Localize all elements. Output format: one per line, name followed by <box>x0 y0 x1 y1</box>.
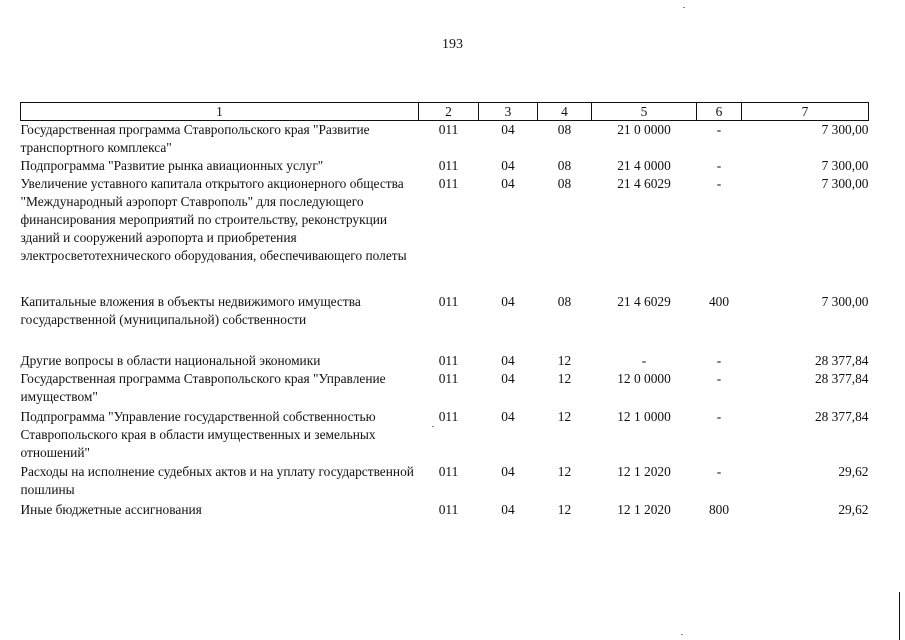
row-target-code: 12 1 0000 <box>617 409 671 424</box>
scan-speck <box>683 7 685 8</box>
row-amount: 7 300,00 <box>821 294 869 309</box>
table-row <box>21 121 869 158</box>
row-target-code: 21 4 6029 <box>617 176 671 191</box>
row-amount: 28 377,84 <box>814 409 869 424</box>
header-col-7: 7 <box>742 103 869 121</box>
header-col-5: 5 <box>592 103 697 121</box>
table-row <box>21 352 869 370</box>
table-row <box>21 370 869 408</box>
header-col-6: 6 <box>697 103 742 121</box>
row-expense-type: 400 <box>708 294 730 309</box>
row-ministry-code: 011 <box>438 353 459 368</box>
row-name: Подпрограмма "Развитие рынка авиационных услуг" <box>20 158 324 173</box>
table-row <box>21 293 869 352</box>
row-amount: 7 300,00 <box>821 176 869 191</box>
table-row <box>21 175 869 293</box>
header-col-3: 3 <box>479 103 538 121</box>
row-section-code: 04 <box>501 122 515 137</box>
row-amount: 29,62 <box>838 464 869 479</box>
row-expense-type: - <box>716 158 722 173</box>
row-target-code: 12 0 0000 <box>617 371 671 386</box>
header-col-4: 4 <box>538 103 592 121</box>
row-subsection-code: 12 <box>557 502 572 517</box>
row-subsection-code: 12 <box>557 353 572 368</box>
row-subsection-code: 12 <box>557 371 572 386</box>
header-col-2: 2 <box>419 103 479 121</box>
row-section-code: 04 <box>501 371 515 386</box>
row-ministry-code: 011 <box>438 371 459 386</box>
row-subsection-code: 12 <box>557 409 572 424</box>
row-expense-type: - <box>716 122 722 137</box>
budget-table <box>20 102 869 519</box>
row-expense-type: - <box>716 353 722 368</box>
row-subsection-code: 12 <box>557 464 572 479</box>
row-ministry-code: 011 <box>438 464 459 479</box>
scan-speck <box>681 634 683 635</box>
row-section-code: 04 <box>501 294 515 309</box>
row-section-code: 04 <box>501 502 515 517</box>
row-section-code: 04 <box>501 176 515 191</box>
row-expense-type: - <box>716 371 722 386</box>
row-amount: 29,62 <box>838 502 869 517</box>
row-target-code: 21 4 0000 <box>617 158 671 173</box>
row-subsection-code: 08 <box>557 158 572 173</box>
row-section-code: 04 <box>501 158 515 173</box>
row-ministry-code: 011 <box>438 294 459 309</box>
row-name: Расходы на исполнение судебных актов и на уплату государственной пошлины <box>20 464 414 497</box>
row-name: Капитальные вложения в объекты недвижимого имущества государственной (муниципальной) собственности <box>20 294 361 327</box>
row-amount: 7 300,00 <box>821 122 869 137</box>
row-amount: 28 377,84 <box>814 353 869 368</box>
row-subsection-code: 08 <box>557 122 572 137</box>
scan-speck <box>432 426 434 427</box>
row-subsection-code: 08 <box>557 176 572 191</box>
row-section-code: 04 <box>501 464 515 479</box>
row-name: Государственная программа Ставропольского края "Управление имуществом" <box>20 371 386 404</box>
row-expense-type: - <box>716 464 722 479</box>
row-subsection-code: 08 <box>557 294 572 309</box>
row-expense-type: - <box>716 176 722 191</box>
row-name: Государственная программа Ставропольского края "Развитие транспортного комплекса" <box>20 122 370 155</box>
row-ministry-code: 011 <box>438 122 459 137</box>
row-amount: 7 300,00 <box>821 158 869 173</box>
row-target-code: 21 0 0000 <box>617 122 671 137</box>
row-ministry-code: 011 <box>438 409 459 424</box>
scan-edge-line <box>899 592 900 640</box>
row-expense-type: 800 <box>708 502 730 517</box>
row-name: Подпрограмма "Управление государственной собственностью Ставропольского края в области имущественных и земельных отношений" <box>20 409 376 460</box>
row-ministry-code: 011 <box>438 502 459 517</box>
table-row <box>21 463 869 501</box>
header-col-1: 1 <box>21 103 419 121</box>
table-header-row <box>21 103 869 121</box>
row-ministry-code: 011 <box>438 158 459 173</box>
row-name: Иные бюджетные ассигнования <box>20 502 202 517</box>
row-amount: 28 377,84 <box>814 371 869 386</box>
table-row <box>21 408 869 463</box>
row-section-code: 04 <box>501 409 515 424</box>
row-name: Увеличение уставного капитала открытого акционерного общества "Международный аэропорт Ставрополь" для последующего финансирования мероприятий по строительству, реконструкции зданий и сооружений аэропорта и приобретения электросветотехнического оборудования, обеспечивающего полеты <box>20 176 407 263</box>
row-expense-type: - <box>716 409 722 424</box>
row-ministry-code: 011 <box>438 176 459 191</box>
row-target-code: 21 4 6029 <box>617 294 671 309</box>
row-target-code: 12 1 2020 <box>617 502 671 517</box>
row-target-code: - <box>641 353 647 368</box>
row-name: Другие вопросы в области национальной экономики <box>20 353 321 368</box>
page-number: 193 <box>442 37 463 52</box>
table-row <box>21 501 869 519</box>
row-target-code: 12 1 2020 <box>617 464 671 479</box>
table-row <box>21 157 869 175</box>
row-section-code: 04 <box>501 353 515 368</box>
